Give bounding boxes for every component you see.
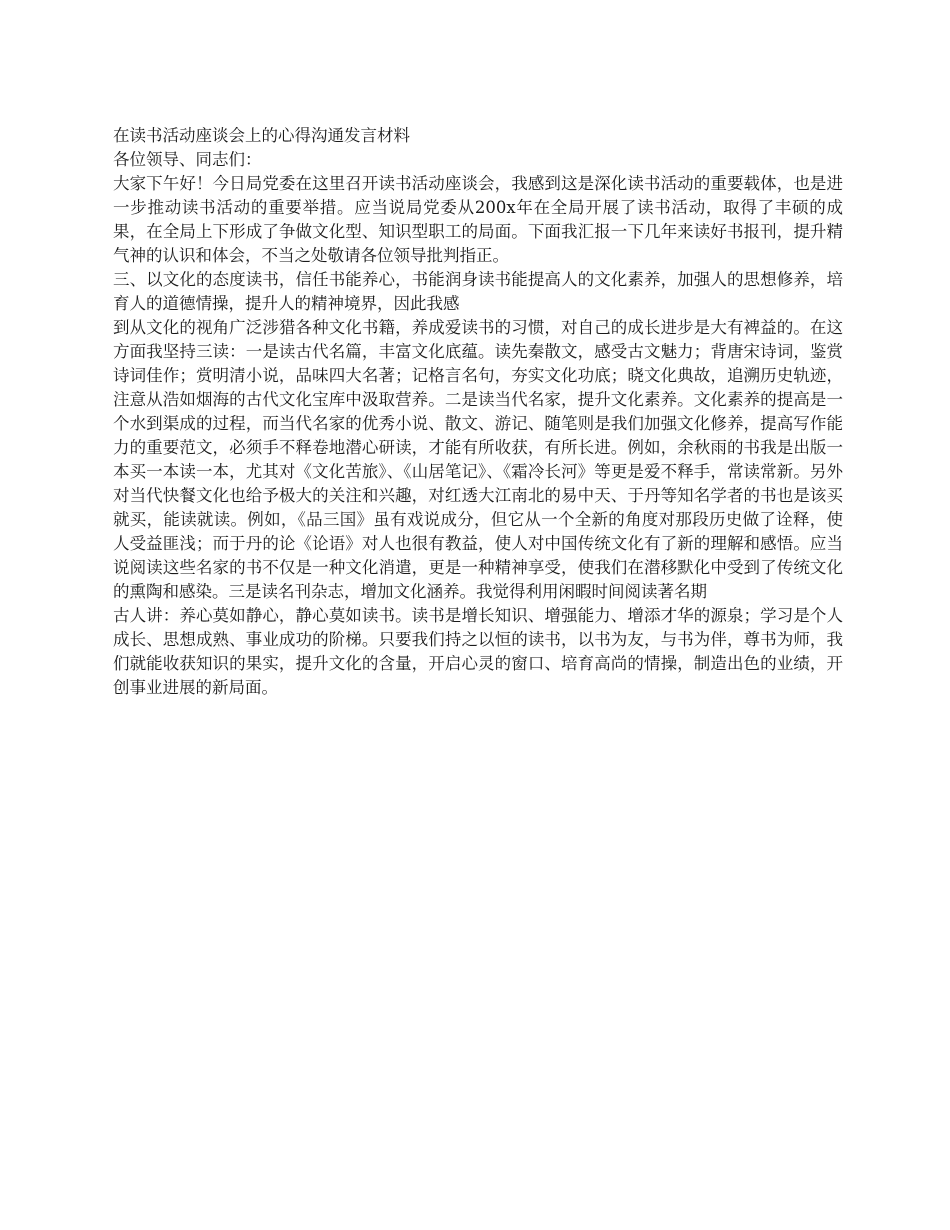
paragraph-intro: 大家下午好！今日局党委在这里召开读书活动座谈会，我感到这是深化读书活动的重要载体，也是进一步推动读书活动的重要举措。应当说局党委从200x年在全局开展了读书活动，取得了丰硕的成果，在全局上下形成了争做文化型、知识型职工的局面。下面我汇报一下几年来读好书报刊，提升精气神的认识和体会，不当之处敬请各位领导批判指正。 [113, 174, 843, 265]
paragraph-section-three: 三、以文化的态度读书，信任书能养心，书能润身读书能提高人的文化素养，加强人的思想修养，培育人的道德情操，提升人的精神境界，因此我感 [113, 270, 843, 313]
paragraph-body: 到从文化的视角广泛涉猎各种文化书籍，养成爱读书的习惯，对自己的成长进步是大有裨益的。在这方面我坚持三读：一是读古代名篇，丰富文化底蕴。读先秦散文，感受古文魅力；背唐宋诗词，鉴赏诗词佳作；赏明清小说，品味四大名著；记格言名句，夯实文化功底；晓文化典故，追溯历史轨迹，注意从浩如烟海的古代文化宝库中汲取营养。二是读当代名家，提升文化素养。文化素养的提高是一个水到渠成的过程，而当代名家的优秀小说、散文、游记、随笔则是我们加强文化修养，提高写作能力的重要范文，必须手不释卷地潜心研读，才能有所收获，有所长进。例如，余秋雨的书我是出版一本买一本读一本，尤其对《文化苦旅》、《山居笔记》、《霜冷长河》等更是爱不释手，常读常新。另外对当代快餐文化也给予极大的关注和兴趣，对红透大江南北的易中天、于丹等知名学者的书也是该买就买，能读就读。例如，《品三国》虽有戏说成分，但它从一个全新的角度对那段历史做了诠释，使人受益匪浅；而于丹的论《论语》对人也很有教益，使人对中国传统文化有了新的理解和感悟。应当说阅读这些名家的书不仅是一种文化消遣，更是一种精神享受，使我们在潜移默化中受到了传统文化的熏陶和感染。三是读名刊杂志，增加文化涵养。我觉得利用闲暇时间阅读著名期 [113, 318, 843, 601]
document-body [113, 124, 843, 700]
salutation: 各位领导、同志们： [113, 150, 262, 169]
document-title: 在读书活动座谈会上的心得沟通发言材料 [113, 126, 410, 145]
paragraph-closing: 古人讲：养心莫如静心，静心莫如读书。读书是增长知识、增强能力、增添才华的源泉；学习是个人成长、思想成熟、事业成功的阶梯。只要我们持之以恒的读书，以书为友，与书为伴，尊书为师，我们就能收获知识的果实，提升文化的含量，开启心灵的窗口、培育高尚的情操，制造出色的业绩，开创事业进展的新局面。 [113, 606, 843, 697]
